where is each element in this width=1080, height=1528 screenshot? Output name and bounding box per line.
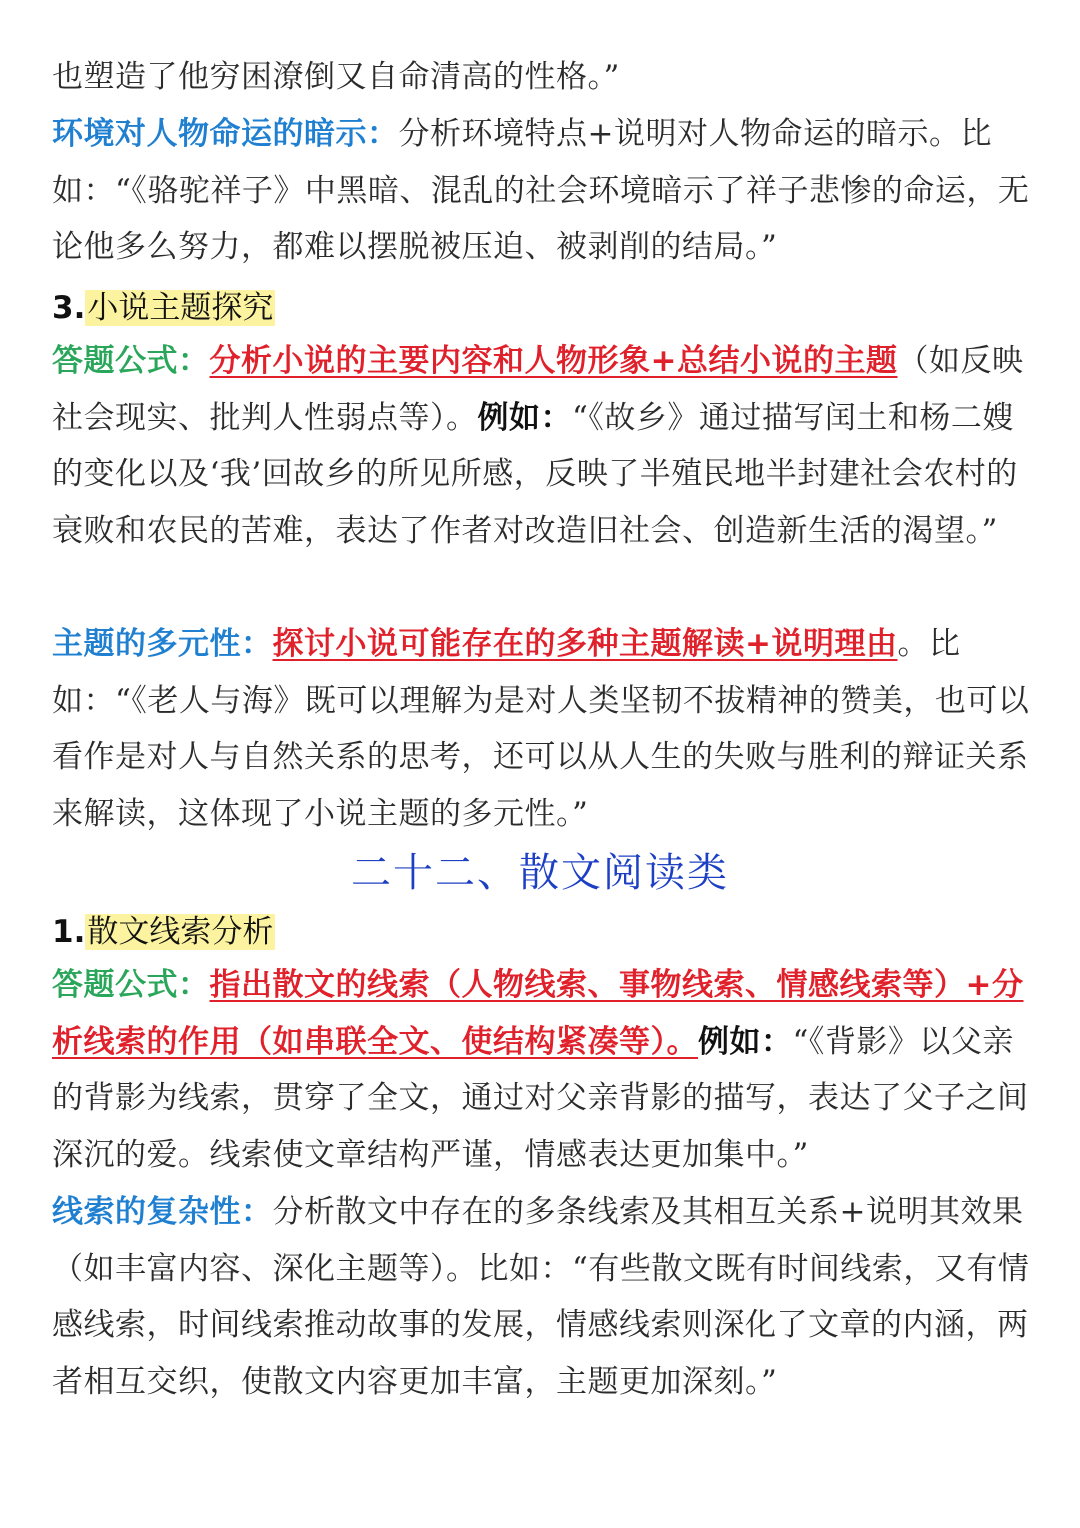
formula-text: 探讨小说可能存在的多种主题解读+说明理由: [272, 626, 898, 662]
paragraph-label: 线索的复杂性：: [52, 1194, 273, 1230]
paragraph-answer-formula-clue: [52, 957, 1032, 1183]
paragraph-answer-formula-theme: [52, 333, 1032, 559]
formula-text: 分析小说的主要内容和人物形象+总结小说的主题: [209, 343, 898, 379]
formula-text: 指出散文的线索（人物线索、事物线索、情感线索等）+分析线索的作用（如串联全文、使结构紧凑等）。: [52, 967, 1024, 1060]
paragraph-text: 。比如：“《老人与海》既可以理解为是对人类坚韧不拔精神的赞美，也可以看作是对人与自然关系的思考，还可以从人生的失败与胜利的辩证关系来解读，这体现了小说主题的多元性。”: [52, 626, 1030, 832]
paragraph-clue-complexity: [52, 1184, 1032, 1410]
subheading-prose-clue: [52, 910, 275, 954]
paragraph-text: 分析散文中存在的多条线索及其相互关系+说明其效果（如丰富内容、深化主题等）。比如：“有些散文既有时间线索，又有情感线索，时间线索推动故事的发展，情感线索则深化了文章的内涵，两者相互交织，使散文内容更加丰富，主题更加深刻。”: [52, 1194, 1030, 1400]
subheading-title: 小说主题探究: [87, 290, 274, 326]
paragraph-theme-diversity: [52, 616, 1032, 842]
subheading-novel-theme: [52, 286, 275, 330]
paragraph-text: 分析环境特点+说明对人物命运的暗示。比如：“《骆驼祥子》中黑暗、混乱的社会环境暗示了祥子悲惨的命运，无论他多么努力，都难以摆脱被压迫、被剥削的结局。”: [52, 116, 1030, 265]
subheading-number: 3.: [52, 290, 86, 326]
paragraph-label: 环境对人物命运的暗示：: [52, 116, 399, 152]
paragraph-text: 也塑造了他穷困潦倒又自命清高的性格。”: [52, 59, 620, 95]
paragraph-label: 答题公式：: [52, 967, 210, 1003]
paragraph-text: “《故乡》通过描写闰土和杨二嫂的变化以及‘我’回故乡的所见所感，反映了半殖民地半封建社会农村的衰败和农民的苦难，表达了作者对改造旧社会、创造新生活的渴望。”: [52, 399, 1018, 549]
paragraph-environment-hint: [52, 106, 1032, 276]
paragraph-continuation: [52, 49, 1032, 106]
subheading-title: 散文线索分析: [87, 914, 274, 950]
paragraph-label: 答题公式：: [52, 343, 210, 379]
subheading-number: 1.: [52, 914, 86, 950]
paragraph-label: 主题的多元性：: [52, 626, 273, 662]
paragraph-text: “《背影》以父亲的背影为线索，贯穿了全文，通过对父亲背影的描写，表达了父子之间深沉的爱。线索使文章结构严谨，情感表达更加集中。”: [52, 1023, 1029, 1173]
example-label: 例如：: [477, 399, 572, 436]
paragraph-text: （如反映社会现实、批判人性弱点等）。: [52, 343, 1024, 436]
section-title: 二十二、散文阅读类: [351, 850, 729, 896]
example-label: 例如：: [698, 1023, 793, 1060]
